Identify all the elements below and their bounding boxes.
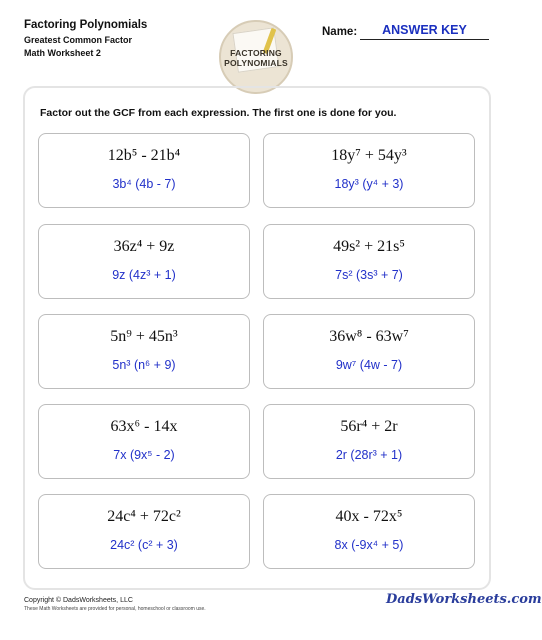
badge-line-1: FACTORING bbox=[230, 48, 282, 58]
copyright-text: Copyright © DadsWorksheets, LLC bbox=[24, 597, 133, 604]
problem-expression: 56r⁴ + 2r bbox=[340, 418, 398, 435]
problem-expression: 49s² + 21s⁵ bbox=[333, 238, 405, 255]
badge-line-2: POLYNOMIALS bbox=[224, 58, 288, 68]
problem-answer: 9z (4z³ + 1) bbox=[112, 268, 176, 282]
problem-answer: 3b⁴ (4b - 7) bbox=[112, 177, 176, 191]
usage-note: These Math Worksheets are provided for personal, homeschool or classroom use. bbox=[24, 606, 206, 612]
problem-card-10 bbox=[263, 494, 475, 569]
dadsworksheets-logo: DadsWorksheets.com bbox=[386, 592, 542, 607]
problem-answer: 18y³ (y⁴ + 3) bbox=[334, 177, 404, 191]
topic-badge bbox=[219, 20, 293, 94]
problem-expression: 36w⁸ - 63w⁷ bbox=[329, 328, 409, 345]
worksheet-number: Math Worksheet 2 bbox=[24, 48, 101, 58]
problem-card-7 bbox=[38, 404, 250, 479]
problem-answer: 2r (28r³ + 1) bbox=[335, 448, 403, 462]
name-label: Name: bbox=[322, 26, 358, 38]
problem-answer: 5n³ (n⁶ + 9) bbox=[112, 358, 176, 372]
problem-expression: 18y⁷ + 54y³ bbox=[331, 147, 407, 164]
problem-expression: 24c⁴ + 72c² bbox=[107, 508, 181, 525]
problem-card-4 bbox=[263, 224, 475, 299]
problem-card-1 bbox=[38, 133, 250, 208]
problem-card-3 bbox=[38, 224, 250, 299]
problem-card-9 bbox=[38, 494, 250, 569]
worksheet-title: Factoring Polynomials bbox=[24, 19, 148, 31]
problem-expression: 5n⁹ + 45n³ bbox=[110, 328, 178, 345]
problem-expression: 40x - 72x⁵ bbox=[335, 508, 403, 525]
problem-answer: 7x (9x⁵ - 2) bbox=[113, 448, 175, 462]
answer-key-label: ANSWER KEY bbox=[360, 23, 489, 40]
problem-answer: 24c² (c² + 3) bbox=[110, 538, 178, 552]
problem-card-2 bbox=[263, 133, 475, 208]
problem-card-8 bbox=[263, 404, 475, 479]
worksheet-subtitle: Greatest Common Factor bbox=[24, 35, 133, 45]
instructions: Factor out the GCF from each expression. The first one is done for you. bbox=[40, 107, 397, 119]
problem-answer: 7s² (3s³ + 7) bbox=[335, 268, 403, 282]
problem-answer: 9w⁷ (4w - 7) bbox=[335, 358, 403, 372]
problem-answer: 8x (-9x⁴ + 5) bbox=[334, 538, 404, 552]
problem-card-5 bbox=[38, 314, 250, 389]
problem-expression: 12b⁵ - 21b⁴ bbox=[107, 147, 181, 164]
problem-expression: 63x⁶ - 14x bbox=[110, 418, 178, 435]
problem-card-6 bbox=[263, 314, 475, 389]
problem-expression: 36z⁴ + 9z bbox=[113, 238, 175, 255]
